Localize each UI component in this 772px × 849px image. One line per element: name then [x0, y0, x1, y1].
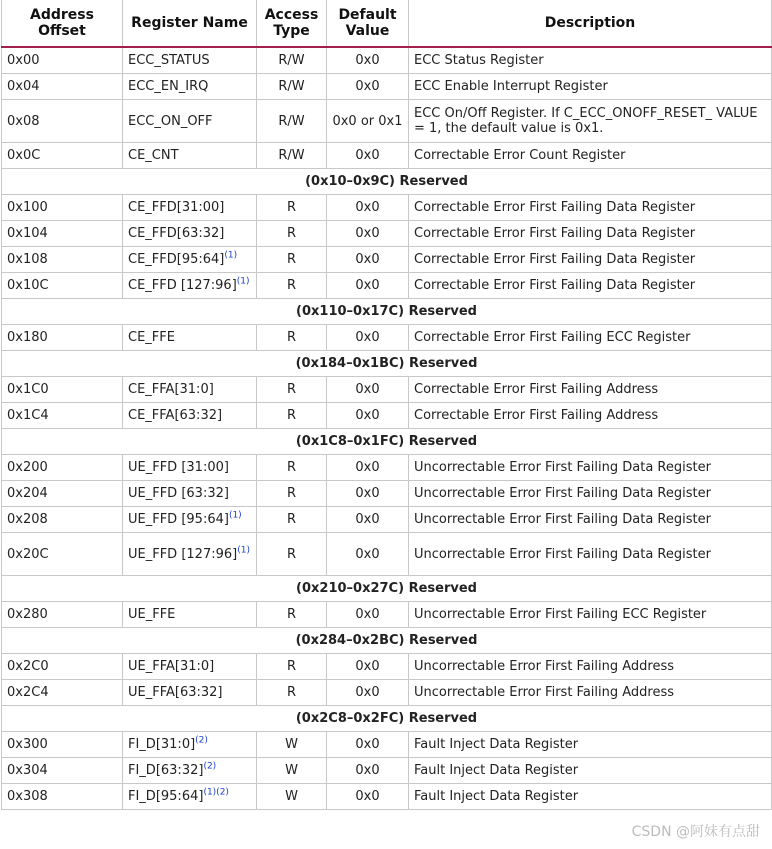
- address-offset-cell: 0x204: [2, 481, 123, 507]
- register-name-cell: [123, 533, 257, 576]
- reserved-section-label: (0x284–0x2BC) Reserved: [2, 628, 772, 654]
- table-row: [2, 195, 772, 221]
- register-name-text: ECC_EN_IRQ: [128, 79, 209, 94]
- description-cell: Correctable Error First Failing ECC Register: [409, 325, 772, 351]
- register-name-text: CE_FFD [127:96]: [128, 278, 237, 293]
- default-value-cell: 0x0: [327, 533, 409, 576]
- address-offset-cell: 0x10C: [2, 273, 123, 299]
- register-name-cell: [123, 758, 257, 784]
- default-value-cell: 0x0: [327, 221, 409, 247]
- table-row: [2, 758, 772, 784]
- description-cell: Uncorrectable Error First Failing Address: [409, 680, 772, 706]
- access-type-cell: R: [257, 533, 327, 576]
- register-name-text: UE_FFD [31:00]: [128, 460, 229, 475]
- address-offset-cell: 0x2C0: [2, 654, 123, 680]
- default-value-cell: 0x0: [327, 654, 409, 680]
- default-value-cell: 0x0: [327, 602, 409, 628]
- access-type-cell: W: [257, 732, 327, 758]
- reserved-section-row: [2, 351, 772, 377]
- description-cell: Uncorrectable Error First Failing Data Register: [409, 481, 772, 507]
- description-cell: Correctable Error First Failing Data Register: [409, 195, 772, 221]
- register-name-text: CE_FFE: [128, 330, 175, 345]
- register-name-text: UE_FFA[63:32]: [128, 685, 223, 700]
- address-offset-cell: 0x1C4: [2, 403, 123, 429]
- register-name-cell: [123, 732, 257, 758]
- reserved-section-label: (0x2C8–0x2FC) Reserved: [2, 706, 772, 732]
- access-type-cell: R: [257, 195, 327, 221]
- address-offset-cell: 0x280: [2, 602, 123, 628]
- table-row: [2, 74, 772, 100]
- register-name-cell: [123, 403, 257, 429]
- address-offset-cell: 0x20C: [2, 533, 123, 576]
- table-row: [2, 507, 772, 533]
- default-value-cell: 0x0: [327, 325, 409, 351]
- default-value-cell: 0x0 or 0x1: [327, 100, 409, 143]
- description-cell: Uncorrectable Error First Failing Address: [409, 654, 772, 680]
- description-cell: Fault Inject Data Register: [409, 758, 772, 784]
- table-row: [2, 654, 772, 680]
- register-name-text: UE_FFD [95:64]: [128, 512, 229, 527]
- address-offset-cell: 0x1C0: [2, 377, 123, 403]
- header-address-offset: Address Offset: [2, 0, 123, 47]
- reserved-section-label: (0x110–0x17C) Reserved: [2, 299, 772, 325]
- table-row: [2, 455, 772, 481]
- default-value-cell: 0x0: [327, 47, 409, 74]
- address-offset-cell: 0x104: [2, 221, 123, 247]
- register-name-text: FI_D[95:64]: [128, 789, 204, 804]
- register-name-text: UE_FFE: [128, 607, 176, 622]
- access-type-cell: R: [257, 507, 327, 533]
- description-cell: Fault Inject Data Register: [409, 784, 772, 810]
- description-cell: Correctable Error First Failing Data Register: [409, 221, 772, 247]
- description-cell: Correctable Error First Failing Data Register: [409, 247, 772, 273]
- address-offset-cell: 0x304: [2, 758, 123, 784]
- address-offset-cell: 0x04: [2, 74, 123, 100]
- watermark: CSDN @阿妹有点甜: [631, 824, 760, 840]
- access-type-cell: R: [257, 377, 327, 403]
- register-name-cell: [123, 455, 257, 481]
- register-name-text: CE_FFA[31:0]: [128, 382, 214, 397]
- description-cell: ECC On/Off Register. If C_ECC_ONOFF_RESET_ VALUE = 1, the default value is 0x1.: [409, 100, 772, 143]
- address-offset-cell: 0x08: [2, 100, 123, 143]
- footnote-ref: (2): [203, 761, 217, 772]
- register-name-cell: [123, 325, 257, 351]
- reserved-section-label: (0x184–0x1BC) Reserved: [2, 351, 772, 377]
- reserved-section-row: [2, 706, 772, 732]
- default-value-cell: 0x0: [327, 143, 409, 169]
- default-value-cell: 0x0: [327, 403, 409, 429]
- default-value-cell: 0x0: [327, 247, 409, 273]
- access-type-cell: R/W: [257, 100, 327, 143]
- header-description: Description: [409, 0, 772, 47]
- access-type-cell: W: [257, 758, 327, 784]
- reserved-section-row: [2, 169, 772, 195]
- default-value-cell: 0x0: [327, 481, 409, 507]
- table-row: [2, 100, 772, 143]
- footnote-ref: (2): [195, 735, 208, 746]
- address-offset-cell: 0x100: [2, 195, 123, 221]
- description-cell: Fault Inject Data Register: [409, 732, 772, 758]
- address-offset-cell: 0x300: [2, 732, 123, 758]
- table-row: [2, 602, 772, 628]
- register-name-text: CE_FFD[31:00]: [128, 200, 225, 215]
- register-name-text: FI_D[31:0]: [128, 737, 196, 752]
- table-row: [2, 325, 772, 351]
- table-row: [2, 143, 772, 169]
- access-type-cell: R: [257, 221, 327, 247]
- access-type-cell: R/W: [257, 74, 327, 100]
- access-type-cell: R: [257, 602, 327, 628]
- table-row: [2, 377, 772, 403]
- description-cell: Uncorrectable Error First Failing ECC Register: [409, 602, 772, 628]
- access-type-cell: R: [257, 654, 327, 680]
- table-row: [2, 47, 772, 74]
- register-name-cell: [123, 74, 257, 100]
- footnote-ref: (1): [237, 545, 250, 556]
- header-register-name: Register Name: [123, 0, 257, 47]
- register-name-cell: [123, 195, 257, 221]
- default-value-cell: 0x0: [327, 455, 409, 481]
- register-name-cell: [123, 100, 257, 143]
- table-row: [2, 481, 772, 507]
- address-offset-cell: 0x208: [2, 507, 123, 533]
- register-name-text: UE_FFD [127:96]: [128, 546, 238, 562]
- reserved-section-row: [2, 299, 772, 325]
- footnote-ref: (1): [228, 510, 242, 521]
- description-cell: ECC Status Register: [409, 47, 772, 74]
- address-offset-cell: 0x308: [2, 784, 123, 810]
- register-name-cell: [123, 481, 257, 507]
- description-cell: Correctable Error First Failing Data Register: [409, 273, 772, 299]
- reserved-section-label: (0x10–0x9C) Reserved: [2, 169, 772, 195]
- table-row: [2, 273, 772, 299]
- register-name-cell: [123, 507, 257, 533]
- register-name-cell: [123, 377, 257, 403]
- reserved-section-row: [2, 576, 772, 602]
- register-name-text: ECC_STATUS: [128, 53, 210, 68]
- register-name-cell: [123, 784, 257, 810]
- register-name-cell: [123, 654, 257, 680]
- description-cell: Uncorrectable Error First Failing Data Register: [409, 533, 772, 576]
- table-row: [2, 680, 772, 706]
- table-row: [2, 533, 772, 576]
- register-table: [1, 0, 772, 810]
- description-cell: Correctable Error First Failing Address: [409, 403, 772, 429]
- register-name-text: FI_D[63:32]: [128, 763, 204, 778]
- address-offset-cell: 0x108: [2, 247, 123, 273]
- address-offset-cell: 0x200: [2, 455, 123, 481]
- access-type-cell: W: [257, 784, 327, 810]
- access-type-cell: R: [257, 273, 327, 299]
- table-row: [2, 732, 772, 758]
- register-name-text: CE_FFA[63:32]: [128, 408, 223, 423]
- access-type-cell: R: [257, 680, 327, 706]
- access-type-cell: R/W: [257, 47, 327, 74]
- table-row: [2, 403, 772, 429]
- reserved-section-row: [2, 628, 772, 654]
- register-name-cell: [123, 143, 257, 169]
- register-name-text: CE_FFD[63:32]: [128, 226, 225, 241]
- default-value-cell: 0x0: [327, 758, 409, 784]
- access-type-cell: R: [257, 455, 327, 481]
- description-cell: Uncorrectable Error First Failing Data Register: [409, 507, 772, 533]
- register-name-cell: [123, 273, 257, 299]
- access-type-cell: R: [257, 325, 327, 351]
- footnote-ref: (1)(2): [203, 787, 229, 798]
- description-cell: ECC Enable Interrupt Register: [409, 74, 772, 100]
- header-default-value: Default Value: [327, 0, 409, 47]
- default-value-cell: 0x0: [327, 507, 409, 533]
- register-name-cell: [123, 47, 257, 74]
- register-name-text: CE_FFD[95:64]: [128, 252, 225, 267]
- default-value-cell: 0x0: [327, 377, 409, 403]
- address-offset-cell: 0x2C4: [2, 680, 123, 706]
- access-type-cell: R/W: [257, 143, 327, 169]
- address-offset-cell: 0x0C: [2, 143, 123, 169]
- access-type-cell: R: [257, 481, 327, 507]
- register-name-text: UE_FFD [63:32]: [128, 486, 229, 501]
- register-name-cell: [123, 221, 257, 247]
- register-name-text: CE_CNT: [128, 148, 179, 163]
- default-value-cell: 0x0: [327, 273, 409, 299]
- default-value-cell: 0x0: [327, 732, 409, 758]
- reserved-section-label: (0x1C8–0x1FC) Reserved: [2, 429, 772, 455]
- footnote-ref: (1): [236, 276, 250, 287]
- description-cell: Correctable Error Count Register: [409, 143, 772, 169]
- header-access-type: Access Type: [257, 0, 327, 47]
- register-name-cell: [123, 602, 257, 628]
- register-name-text: ECC_ON_OFF: [128, 113, 213, 129]
- header-row: [2, 0, 772, 47]
- register-name-cell: [123, 247, 257, 273]
- table-row: [2, 221, 772, 247]
- description-cell: Uncorrectable Error First Failing Data Register: [409, 455, 772, 481]
- default-value-cell: 0x0: [327, 680, 409, 706]
- default-value-cell: 0x0: [327, 74, 409, 100]
- address-offset-cell: 0x00: [2, 47, 123, 74]
- table-body: [2, 47, 772, 810]
- footnote-ref: (1): [224, 250, 238, 261]
- description-cell: Correctable Error First Failing Address: [409, 377, 772, 403]
- reserved-section-label: (0x210–0x27C) Reserved: [2, 576, 772, 602]
- access-type-cell: R: [257, 403, 327, 429]
- default-value-cell: 0x0: [327, 195, 409, 221]
- table-row: [2, 784, 772, 810]
- register-name-text: UE_FFA[31:0]: [128, 659, 215, 674]
- register-name-cell: [123, 680, 257, 706]
- address-offset-cell: 0x180: [2, 325, 123, 351]
- table-row: [2, 247, 772, 273]
- reserved-section-row: [2, 429, 772, 455]
- default-value-cell: 0x0: [327, 784, 409, 810]
- access-type-cell: R: [257, 247, 327, 273]
